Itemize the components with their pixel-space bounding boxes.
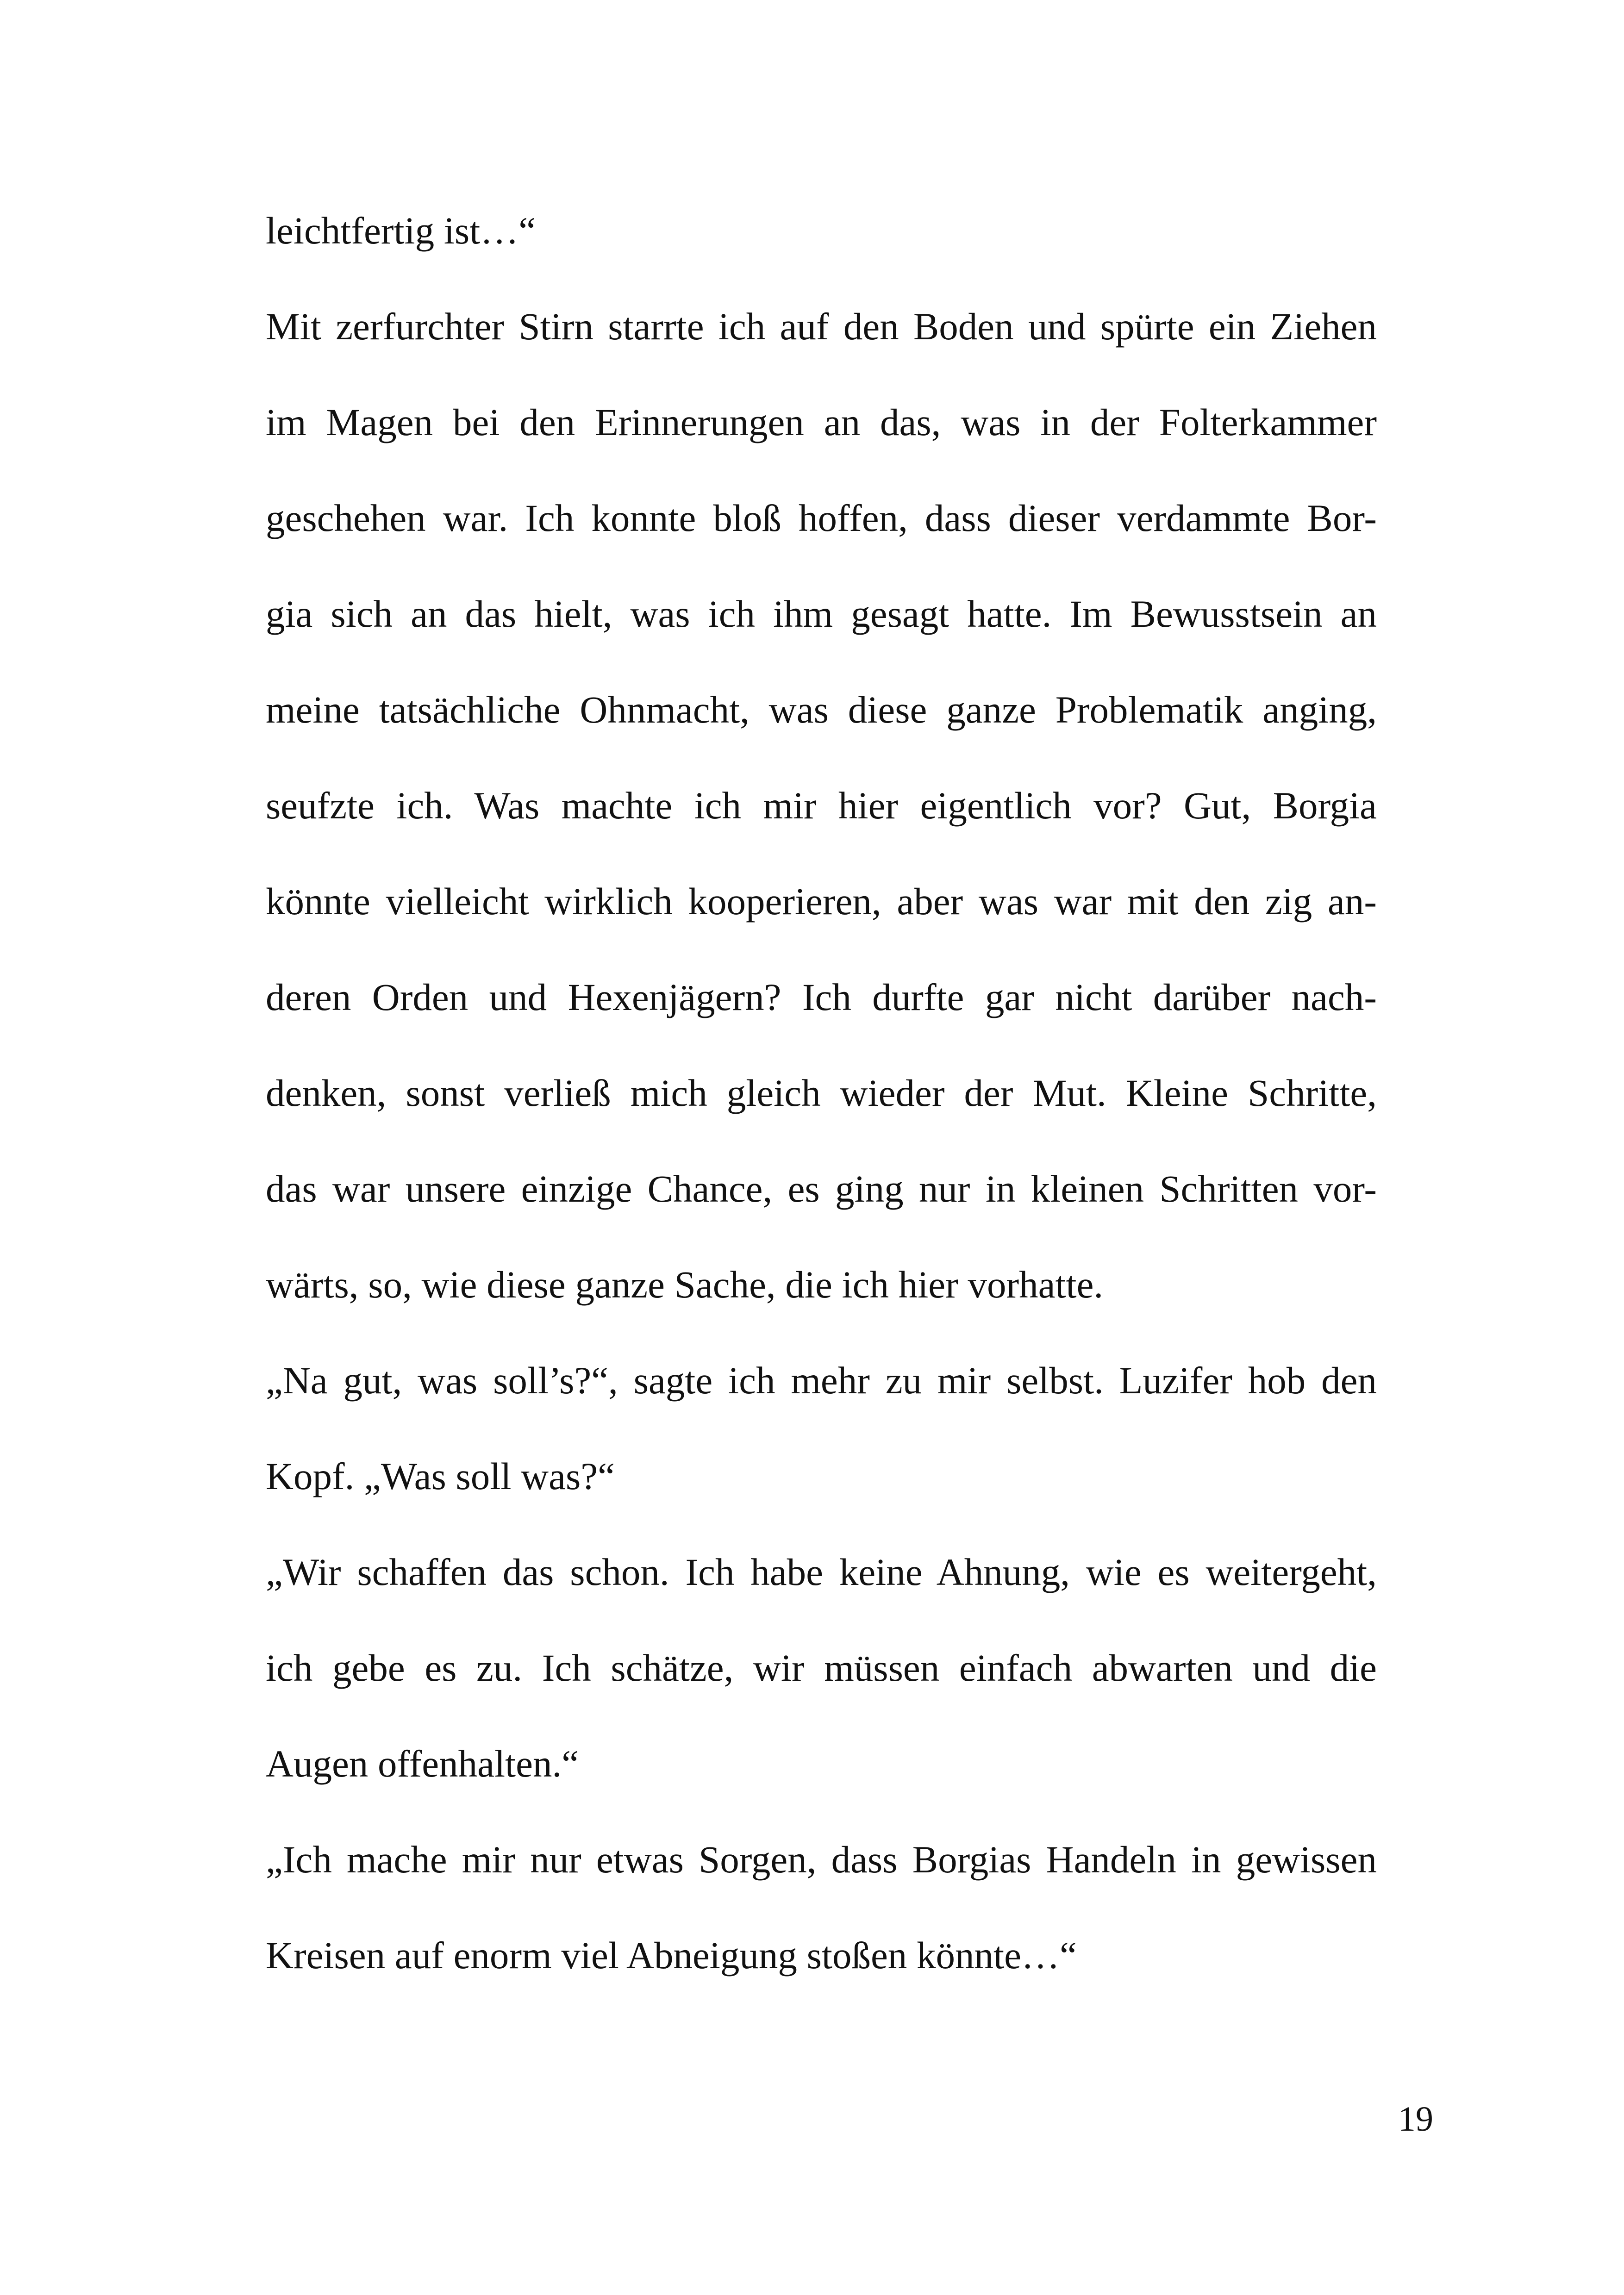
text-line: geschehen war. Ich konnte bloß hoffen, dass dieser verdammte Bor-	[266, 497, 1377, 539]
text-line: könnte vielleicht wirklich kooperieren, aber was war mit den zig an-	[266, 880, 1377, 923]
text-line: „Wir schaffen das schon. Ich habe keine Ahnung, wie es weitergeht,	[266, 1551, 1377, 1593]
text-line: Kreisen auf enorm viel Abneigung stoßen könnte…“	[266, 1934, 1077, 1977]
text-line: „Na gut, was soll’s?“, sagte ich mehr zu mir selbst. Luzifer hob den	[266, 1359, 1377, 1402]
text-line: ich gebe es zu. Ich schätze, wir müssen einfach abwarten und die	[266, 1646, 1377, 1689]
text-line: meine tatsächliche Ohnmacht, was diese ganze Problematik anging,	[266, 688, 1377, 731]
text-line: wärts, so, wie diese ganze Sache, die ich hier vorhatte.	[266, 1263, 1104, 1306]
text-line: denken, sonst verließ mich gleich wieder der Mut. Kleine Schritte,	[266, 1072, 1377, 1114]
text-line: im Magen bei den Erinnerungen an das, was in der Folterkammer	[266, 401, 1377, 443]
page-number: 19	[1398, 2100, 1433, 2139]
text-line: deren Orden und Hexenjägern? Ich durfte gar nicht darüber nach-	[266, 976, 1377, 1018]
body-text	[266, 183, 1377, 2003]
text-line: Kopf. „Was soll was?“	[266, 1455, 615, 1497]
text-line: das war unsere einzige Chance, es ging nur in kleinen Schritten vor-	[266, 1167, 1377, 1210]
text-line: leichtfertig ist…“	[266, 209, 536, 252]
text-line: Augen offenhalten.“	[266, 1742, 579, 1785]
text-line: Mit zerfurchter Stirn starrte ich auf den Boden und spürte ein Ziehen	[266, 305, 1377, 348]
text-line: seufzte ich. Was machte ich mir hier eigentlich vor? Gut, Borgia	[266, 784, 1377, 827]
text-line: „Ich mache mir nur etwas Sorgen, dass Borgias Handeln in gewissen	[266, 1838, 1377, 1881]
text-line: gia sich an das hielt, was ich ihm gesagt hatte. Im Bewusstsein an	[266, 592, 1377, 635]
